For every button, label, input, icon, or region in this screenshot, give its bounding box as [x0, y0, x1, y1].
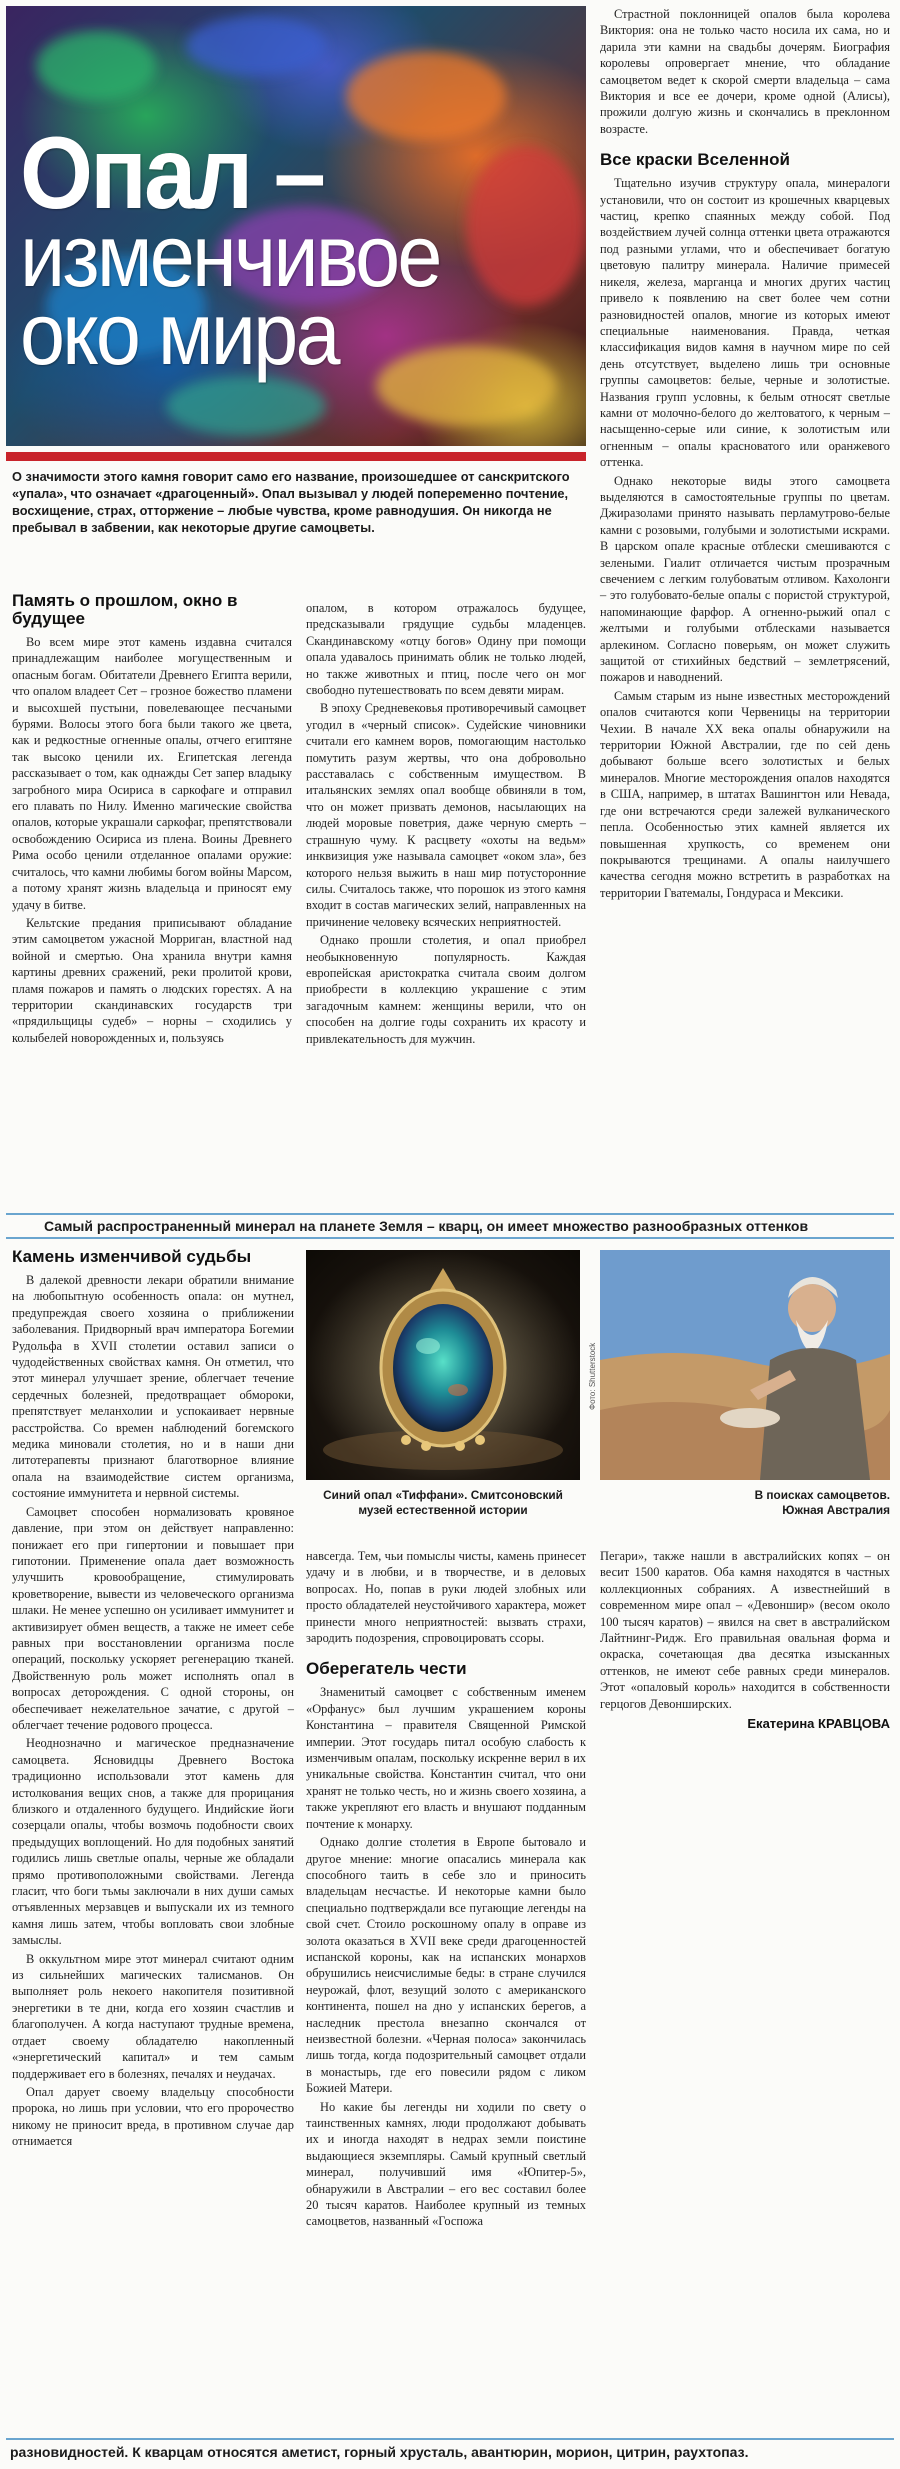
column-fate-middle — [306, 1548, 586, 2230]
red-rule — [6, 452, 586, 461]
section-heading-colors: Все краски Вселенной — [600, 150, 790, 170]
photo-credit: Фото: Shutterstock — [588, 1342, 597, 1410]
paragraph: Во всем мире этот камень издавна считался принадлежащим наиболее могущественным и опасным богам. Обитатели Древнего Египта верили, что опалом владеет Сет – грозное божество пламени и высохшей пустыни, повелевающее песчаными бурями. Волосы этого бога были такого же цвета, как и редкостные огненные опалы, отчего египтяне так высоко ценили их. Египетская легенда рассказывает о том, как однажды Сет запер владыку загробного мира Осириса в саркофаге и отправил его плавать по Нилу. Именно магические свойства опалов, которые украшали саркофаг, препятствовали освобождению Осириса из плена. Воины Древнего Рима особо ценили отделанное опалами оружие: считалось, что камни любимы богом войны Марсом, а потому хранят жизнь владельца и приносят ему удачу в битве. — [12, 635, 292, 912]
title-line-2: изменчивое око мира — [20, 206, 440, 383]
paragraph: опалом, в котором отражалось будущее, предсказывали грядущие судьбы младенцев. Скандинавскому «отцу богов» Одину при помощи опала удавалось принимать облик не только людей, но также животных и птиц, после чего он мог свободно путешествовать по всем девяти мирам. — [306, 601, 586, 698]
paragraph: Кельтские предания приписывают обладание этим самоцветом ужасной Морриган, властной над войной и смертью. Она хранила внутри камня картины древних сражений, реки пролитой крови, пламя пожаров и память о людских горестях. А на территории скандинавских государств три «прядильщицы судеб» – норны – сходились у колыбелей новорожденных и, пользуясь — [12, 915, 292, 1045]
section-heading-honor: Оберегатель чести — [306, 1659, 467, 1679]
paragraph: Однако долгие столетия в Европе бытовало и другое мнение: многие опасались минерала как способного таить в себе зло и приносить владельцам несчастье. И некоторые камни было специально подтверждали все пугающие легенды на свой счет. Стоило роскошному опалу в оправе из золота оказаться в XVII веке среди драгоценностей испанской короны, как на испанских монархов обрушились неисчислимые беды: в стране случился неурожай, флот, везущий золото с американского континента, пошел на дно у испанских берегов, а наследник престола внезапно скончался от неизвестной болезни. «Черная полоса» закончилась лишь тогда, когда подозрительный самоцвет отдали в монастырь, где его повесили рядом с ликом Божией Матери. — [306, 1835, 586, 2096]
paragraph: Однако некоторые виды этого самоцвета выделяются в самостоятельные группы по цветам. Джиразолами принято называть перламутрово-белые камни с розовыми, голубыми и золотистыми искрами. В царском опале красные отблески смешиваются с зелеными. Гиалит отличается чистым прозрачным свечением с легким голубоватым отливом. Кахолонги – это голубовато-белые опалы с пористой структурой, напоминающие фарфор. А огненно-рыжий опал с желтыми и голубыми отблесками называется арлекином. Согласно поверьям, он может служить защитой от стихийных бедствий – землетрясений, пожаров и наводнений. — [600, 473, 890, 685]
hunter-caption: В поисках самоцветов. Южная Австралия — [754, 1488, 890, 1517]
author-name: Екатерина КРАВЦОВА — [747, 1716, 890, 1732]
paragraph: Но какие бы легенды ни ходили по свету о таинственных камнях, люди продолжают добывать их и иногда находят в недрах земли поистине выдающиеся экземпляры. Самый крупный светлый минерал, получивший имя «Юпитер-5», обнаружили в Австралии – его вес составил более 20 тысяч каратов. Наиболее крупный из темных самоцветов, названный «Госпожа — [306, 2099, 586, 2229]
brooch-caption: Синий опал «Тиффани». Смитсоновский музей естественной истории — [323, 1488, 563, 1517]
paragraph: Самым старым из ныне известных месторождений опалов считаются копи Червеницы на территории Чехии. В начале XX века опалы обнаружили на территории Южной Австралии, где по сей день добывают больше всего золотистых и белых минералов. Многие месторождения опалов находятся в США, например, в штатах Вашингтон или Невада, где они встречаются среди залежей вулканического пепла. Особенностью этих камней является их повышенная хрупкость, со временем они покрываются трещинами. А опалы наилучшего качества сегодня можно встретить в разработках на территории Гватемалы, Гондураса и Мексики. — [600, 688, 890, 900]
quartz-fact-band: Самый распространенный минерал на планете Земля – кварц, он имеет множество разнообразных оттенков — [6, 1213, 894, 1239]
paragraph: Тщательно изучив структуру опала, минералоги установили, что он состоит из крошечных кварцевых частиц, крепко спаянных между собой. Под воздействием лучей солнца оттенки цвета отражаются под разными углами, что и обеспечивает богатую цветовую палитру минерала. Наличие примесей никеля, железа, марганца и многих других частиц привело к появлению на свет более чем сотни разновидностей опалов, многие из которых имеют специальные наименования. Правда, четкая классификация видов камня в научном мире по сей день отсутствует, выделено лишь три основные группы самоцветов: белые, черные и золотистые. Названия групп условны, к белым относят светлые камни от молочно-белого до желтоватого, к черным – насыщенно-серые или синие, к золотистым или огненным – опалы красноватого или оранжевого оттенка. — [600, 176, 890, 470]
opal-brooch-illustration — [306, 1250, 580, 1480]
paragraph: В эпоху Средневековья противоречивый самоцвет угодил в «черный список». Судейские чиновники считали его камнем воров, помогающим настолько помутить разум жертвы, что она добровольно расставалась с собственным имуществом. В итальянских землях опал вообще обвиняли в том, что он может призвать демонов, насылающих на людей моровые поветрия, даже черную смерть – страшную чуму. К расцвету «охоты на ведьм» инквизиция уже называла самоцвет «оком зла», без которого нельзя выжить в наш мир потусторонние силы. Считалось также, что порошок из этого камня входит в состав магических зелий, направленных на причинение человеку всяческих неприятностей. — [306, 701, 586, 929]
column-top-right — [600, 6, 890, 901]
paragraph: В оккультном мире этот минерал считают одним из сильнейших магических талисманов. Он выполняет роль некоего накопителя позитивной энергетики в те дни, когда его хозяин счастлив и благополучен. А когда наступают трудные времена, отдает своему обладателю накопленный «энергетический капитал» и тем самым поддерживает его в болезнях, печалях и неудачах. — [12, 1951, 294, 2081]
paragraph: Однако прошли столетия, и опал приобрел необыкновенную популярность. Каждая европейская аристократка считала своим долгом приобрести в коллекцию украшение с этим загадочным камнем: женщины верили, что он способен на долгие годы сохранить их красоту и привлекательность для мужчин. — [306, 933, 586, 1046]
paragraph: Опал дарует своему владельцу способности пророка, но лишь при условии, что его пророчество никому не приносит вреда, в противном случае дар отнимается — [12, 2084, 294, 2149]
column-memory-left — [12, 592, 292, 1046]
paragraph: В далекой древности лекари обратили внимание на любопытную особенность опала: он мутнел, предупреждая своего хозяина о приближении заболевания. Придворный врач императора Богемии Рудольфа в XVII столетии оставил записи о чудодейственных свойствах камня. Он отметил, что этот минерал улучшает зрение, облегчает течение сердечных болезней, предотвращает обмороки, препятствует меланхолии и успокаивает нервные расстройства. Со времен наблюдений богемского медика миновали столетия, но и в наши дни литотерапевты признают благотворное влияние опала на взаимодействие систем организма, состояние иммунитета и нервной системы. — [12, 1273, 294, 1501]
column-memory-middle — [306, 600, 586, 1047]
lead-paragraph: О значимости этого камня говорит само его название, произошедшее от санскритского «упала», что означает «драгоценный». Опал вызывал у людей попеременно почтение, восхищение, страх, отторжение – любые чувства, кроме равнодушия. Он никогда не пребывал в забвении, как некоторые другие самоцветы. — [12, 469, 570, 535]
opal-hunter-illustration — [600, 1250, 890, 1480]
quartz-varieties-band: разновидностей. К кварцам относятся аметист, горный хрусталь, авантюрин, морион, цитрин, раухтопаз. — [6, 2438, 894, 2464]
paragraph: Пегари», также нашли в австралийских копях – он весит 1500 каратов. Оба камня находятся в частных коллекционных собраниях. А известнейший в современном мире опал – «Девоншир» (весом около 100 тысяч каратов) – явился на свет в австралийском Лайтнинг-Ридж. Его правильная овальная форма и окраска, сочетающая два десятка изысканных оттенков, не имеют себе равных среди минералов. Этот «опаловый король» находится в собственности герцогов Девонширских. — [600, 1549, 890, 1711]
column-end-right — [600, 1548, 890, 1732]
paragraph: навсегда. Тем, чьи помыслы чисты, камень принесет удачу и в любви, и в творчестве, и в деловых вопросах. Но, попав в руки людей злобных или просто обладателей неустойчивого характера, может принести много неприятностей: вызвать страхи, зародить подозрения, спровоцировать ссоры. — [306, 1549, 586, 1646]
paragraph: Неоднозначно и магическое предназначение самоцвета. Ясновидцы Древнего Востока традиционно использовали этот камень для истолкования вещих снов, а также для прорицания близкого и отдаленного будущего. Индийские йоги созерцали опалы, чтобы возмочь подобности своих предыдущих воплощений. Но для подобных занятий годились лишь светлые опалы, черные же обладали прямо противоположными свойствами. Легенда гласит, что боги тьмы заключали в них души самых отъявленных мерзавцев и выпускали их из темного камня лишь затем, чтобы вопловать свои злобные замыслы. — [12, 1736, 294, 1948]
hero-image — [6, 6, 586, 446]
column-fate-left — [12, 1248, 294, 2150]
paragraph: Страстной поклонницей опалов была королева Виктория: она не только часто носила их сама, но и дарила эти камни на свадьбы дочерям. Биография королевы опровергает мнение, что обладание самоцветом ведет к скорой смерти владельца – сама Виктория и все ее дочери, кроме одной (Алисы), прожили долгую жизнь и скончались в преклонном возрасте. — [600, 7, 890, 136]
paragraph: Знаменитый самоцвет с собственным именем «Орфанус» был лучшим украшением короны Константина – правителя Священной Римской империи. Этот государь питал особую слабость к изменчивым опалам, поскольку искренне верил в их уникальные свойства. Константин считал, что они хранят не только честь, но и жизнь своего хозяина, а также укрепляют его власть и внушают подданным почтение к монарху. — [306, 1685, 586, 1831]
opal-hunter-photo — [600, 1250, 890, 1480]
title-line-1: Опал – — [20, 116, 324, 230]
article-title — [20, 116, 535, 383]
section-heading-memory: Память о прошлом, окно в будущее — [12, 591, 238, 628]
brooch-photo — [306, 1250, 580, 1480]
section-heading-fate: Камень изменчивой судьбы — [12, 1247, 252, 1266]
paragraph: Самоцвет способен нормализовать кровяное давление, при этом он действует направленно: понижает его при гипертонии и повышает при гипотонии. Применение опала дает возможность улучшить кровообращение, стимулировать кроветворение, вывести из человеческого организма шлаки. Не менее успешно он усиливает иммунитет и активизирует обмен веществ, а также не имеет себе равных при восстановлении организма после операций, поскольку ускоряет регенерацию тканей. Двойственную роль может исполнять опал в вопросах деторождения. С одной стороны, он обеспечивает нежелательное зачатие, с другой – облегчает течение родового процесса. — [12, 1504, 294, 1732]
